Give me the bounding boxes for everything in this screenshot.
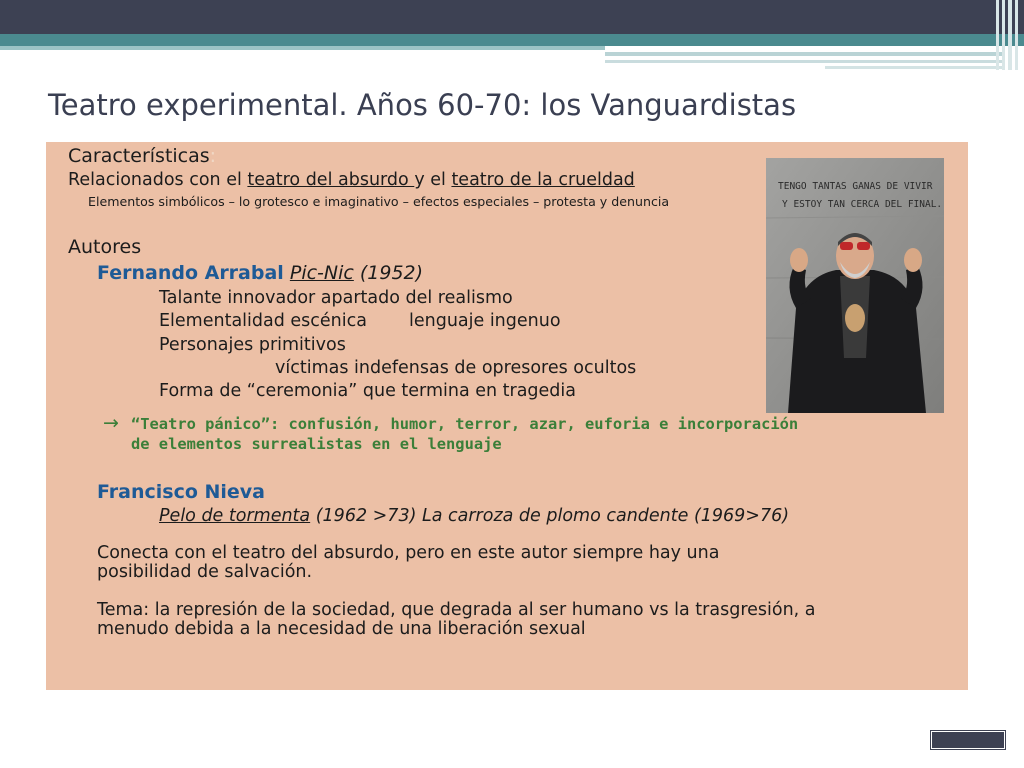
right-arrow-icon: → (103, 412, 119, 434)
header-rule (825, 66, 1005, 69)
header-rule (605, 52, 1005, 56)
slide-title: Teatro experimental. Años 60-70: los Vanguardistas (48, 88, 797, 122)
header-dark-band (0, 0, 1024, 34)
nieva-tema: menudo debida a la necesidad de una liberación sexual (97, 619, 586, 639)
header-rule (605, 60, 1005, 63)
graffiti-text: Y ESTOY TAN CERCA DEL FINAL. (782, 199, 943, 210)
nieva-tema: Tema: la represión de la sociedad, que degrada al ser humano vs la trasgresión, a (97, 600, 816, 620)
header-vertical-stripes (994, 0, 1024, 70)
nieva-name: Francisco Nieva (97, 481, 266, 503)
arrabal-point: Forma de “ceremonia” que termina en tragedia (159, 381, 577, 401)
nieva-conecta: posibilidad de salvación. (97, 562, 313, 582)
arrabal-point: Talante innovador apartado del realismo (159, 288, 513, 308)
graffiti-text: TENGO TANTAS GANAS DE VIVIR (778, 181, 933, 192)
header-teal-band (0, 34, 1024, 46)
arrabal-point: víctimas indefensas de opresores ocultos (275, 358, 637, 378)
elementos-line: Elementos simbólicos – lo grotesco e imaginativo – efectos especiales – protesta y denuncia (88, 194, 670, 209)
nieva-conecta: Conecta con el teatro del absurdo, pero en este autor siempre hay una (97, 543, 720, 563)
panico-line: de elementos surrealistas en el lenguaje (131, 435, 502, 453)
arrabal-line: Fernando Arrabal Pic-Nic (1952) (97, 262, 424, 284)
slide-nav-box[interactable] (931, 731, 1005, 749)
arrabal-point: Personajes primitivos (159, 335, 346, 355)
nieva-works: Pelo de tormenta (1962 >73) La carroza de plomo candente (1969>76) (159, 506, 790, 526)
autores-heading: Autores (68, 236, 142, 258)
author-photo (766, 158, 944, 413)
panico-line: “Teatro pánico”: confusión, humor, terror, azar, euforia e incorporación (131, 415, 799, 433)
relacionados-line: Relacionados con el teatro del absurdo y el teatro de la crueldad (68, 170, 635, 190)
header-light-band (0, 46, 605, 50)
arrabal-point: Elementalidad escénica lenguaje ingenuo (159, 311, 561, 331)
caracteristicas-heading: Características: (68, 145, 217, 167)
